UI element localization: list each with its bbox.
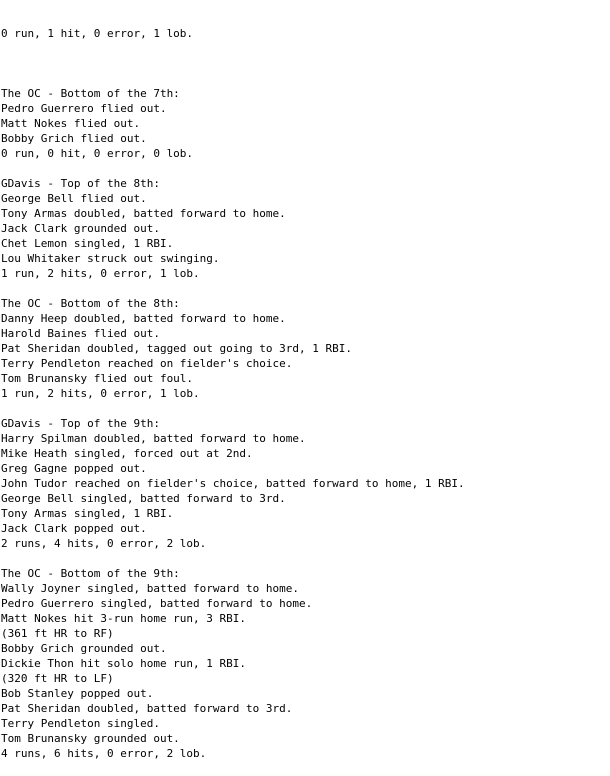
play-line: Harold Baines flied out. xyxy=(1,327,160,340)
play-line: Matt Nokes hit 3-run home run, 3 RBI. xyxy=(1,612,247,625)
play-line: George Bell singled, batted forward to 3rd. xyxy=(1,492,286,505)
play-line: (320 ft HR to LF) xyxy=(1,672,114,685)
play-line: Bobby Grich grounded out. xyxy=(1,642,167,655)
play-line: Bob Stanley popped out. xyxy=(1,687,154,700)
play-line: (361 ft HR to RF) xyxy=(1,627,114,640)
play-line: Pedro Guerrero singled, batted forward to home. xyxy=(1,597,313,610)
play-line: Dickie Thon hit solo home run, 1 RBI. xyxy=(1,657,247,670)
blank-line xyxy=(1,551,606,566)
inning-summary: 0 run, 1 hit, 0 error, 1 lob. xyxy=(1,27,194,40)
inning-header: GDavis - Top of the 8th: xyxy=(1,177,160,190)
play-line: Tony Armas doubled, batted forward to home. xyxy=(1,207,286,220)
play-line: Jack Clark popped out. xyxy=(1,522,147,535)
play-line: Pedro Guerrero flied out. xyxy=(1,102,167,115)
inning-header: The OC - Bottom of the 8th: xyxy=(1,297,180,310)
play-line: Jack Clark grounded out. xyxy=(1,222,160,235)
inning-block xyxy=(1,161,606,281)
play-line: Matt Nokes flied out. xyxy=(1,117,141,130)
play-line: Chet Lemon singled, 1 RBI. xyxy=(1,237,174,250)
inning-header: The OC - Bottom of the 7th: xyxy=(1,87,180,100)
blank-line xyxy=(1,281,606,296)
play-by-play-log xyxy=(1,0,606,776)
innings-list xyxy=(1,71,606,761)
play-line: Wally Joyner singled, batted forward to home. xyxy=(1,582,300,595)
inning-block xyxy=(1,281,606,401)
inning-summary: 0 run, 0 hit, 0 error, 0 lob. xyxy=(1,147,194,160)
inning-header: The OC - Bottom of the 9th: xyxy=(1,567,180,580)
inning-summary: 4 runs, 6 hits, 0 error, 2 lob. xyxy=(1,747,207,760)
blank-line xyxy=(1,161,606,176)
blank-line xyxy=(1,401,606,416)
play-line: Lou Whitaker struck out swinging. xyxy=(1,252,220,265)
play-line: Terry Pendleton reached on fielder's choice. xyxy=(1,357,293,370)
play-line: John Tudor reached on fielder's choice, batted forward to home, 1 RBI. xyxy=(1,477,465,490)
play-line: Bobby Grich flied out. xyxy=(1,132,147,145)
inning-block xyxy=(1,71,606,161)
play-line: Pat Sheridan doubled, batted forward to 3rd. xyxy=(1,702,293,715)
inning-summary: 1 run, 2 hits, 0 error, 1 lob. xyxy=(1,387,200,400)
play-line: Pat Sheridan doubled, tagged out going to 3rd, 1 RBI. xyxy=(1,342,352,355)
inning-block xyxy=(1,401,606,551)
play-line: Harry Spilman doubled, batted forward to home. xyxy=(1,432,306,445)
inning-summary: 2 runs, 4 hits, 0 error, 2 lob. xyxy=(1,537,207,550)
play-line: Tom Brunansky grounded out. xyxy=(1,732,180,745)
play-line: Tony Armas singled, 1 RBI. xyxy=(1,507,174,520)
play-line: Terry Pendleton singled. xyxy=(1,717,160,730)
play-line: Mike Heath singled, forced out at 2nd. xyxy=(1,447,253,460)
play-line: Tom Brunansky flied out foul. xyxy=(1,372,194,385)
blank-line xyxy=(1,71,606,86)
play-line: Danny Heep doubled, batted forward to home. xyxy=(1,312,286,325)
inning-block xyxy=(1,551,606,761)
play-line: George Bell flied out. xyxy=(1,192,147,205)
inning-header: GDavis - Top of the 9th: xyxy=(1,417,160,430)
play-line: Greg Gagne popped out. xyxy=(1,462,147,475)
inning-summary: 1 run, 2 hits, 0 error, 1 lob. xyxy=(1,267,200,280)
